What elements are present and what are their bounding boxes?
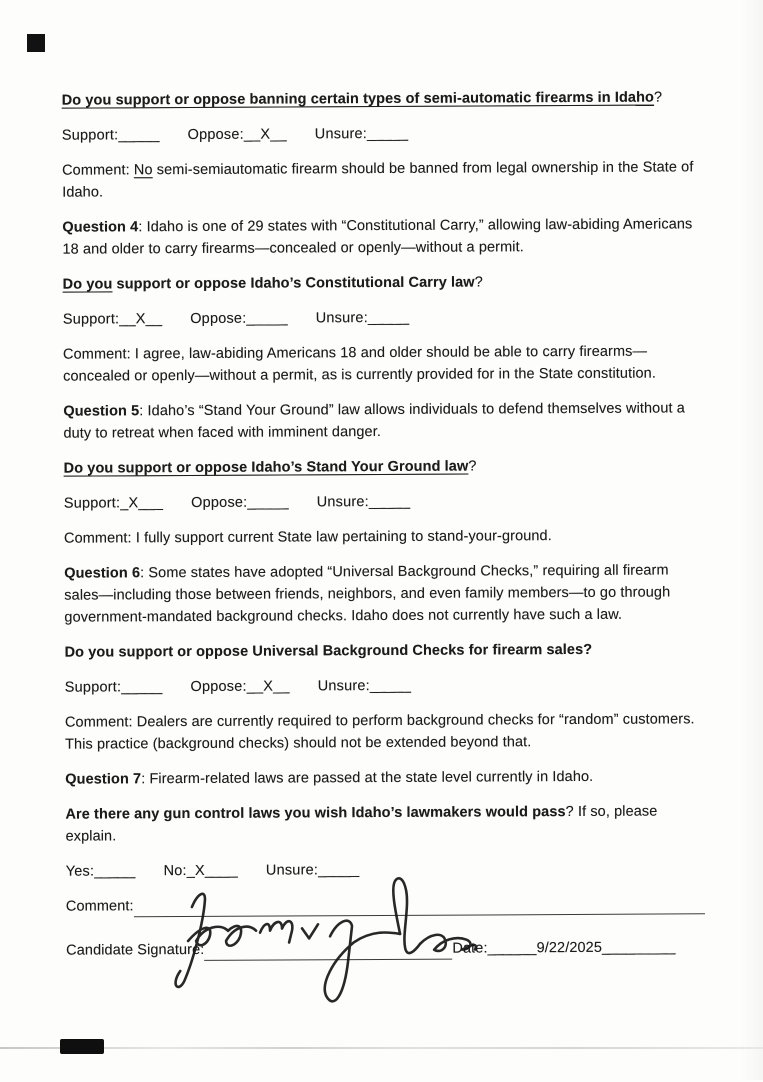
q4-question-heading [63,270,702,295]
q7-intro-text: : Firearm-related laws are passed at the state level currently in Idaho. [141,768,594,788]
q3-comment-prefix: Comment: [62,162,134,179]
q3-comment-text: semi-semiautomatic firearm should be banned from legal ownership in the State of Idaho. [62,159,694,201]
q5-comment-text: Comment: I fully support current State law pertaining to stand-your-ground. [63,528,552,547]
q6-oppose-blank: Oppose:__X__ [190,678,290,696]
q5-support-blank: Support:_X___ [63,495,164,512]
signature-row [66,936,705,961]
q4-heading-suffix: ? [474,274,483,291]
q6-heading-text: Do you support or oppose Universal Background Checks for firearm sales? [64,641,593,661]
signature-blank-line [204,942,452,961]
q4-intro [62,213,701,260]
q7-intro-label: Question 7 [65,771,142,788]
q4-heading-underlined: Do you [62,276,113,293]
q7-yes-blank: Yes:_____ [65,863,136,880]
q7-answer-line [66,857,705,882]
q6-intro-label: Question 6 [64,565,141,582]
q7-unsure-blank: Unsure:_____ [265,862,360,879]
q3-question-heading [62,86,701,111]
q4-support-blank: Support:__X__ [62,311,163,328]
q6-intro [64,559,703,628]
date-value: 9/22/2025 [536,939,603,957]
q7-no-blank: No:_X____ [163,862,238,880]
scan-edge-line [0,1047,763,1049]
q4-heading-text: support or oppose Idaho’s Constitutional Carry law [112,274,475,293]
candidate-signature-label: Candidate Signature: [66,941,205,959]
q6-support-blank: Support:_____ [64,679,163,696]
q3-heading-suffix: ? [653,89,663,106]
q7-intro [65,765,704,790]
q6-unsure-blank: Unsure:_____ [317,677,412,695]
q4-comment [63,340,702,387]
q7-comment-row [66,892,705,917]
q3-answer-line [62,121,701,146]
q4-comment-text: Comment: I agree, law-abiding Americans 18 and older should be able to carry firearms— concealed or openly—without a permit, as is currently provided for in the State constitution. [62,343,657,385]
q4-intro-text: : Idaho is one of 29 states with “Constitutional Carry,” allowing law-abiding Americans 18 and older to carry firearms—concealed or openly—without a permit. [62,216,693,258]
date-blank-post: _________ [601,939,676,956]
q7-comment-label: Comment: [65,898,134,915]
q5-answer-line [64,489,703,514]
scan-shade-right-edge [741,0,763,1080]
q3-comment-underlined-word: No [133,162,153,179]
q3-comment [62,156,701,203]
q5-intro-label: Question 5 [63,403,140,420]
q3-heading-text: Do you support or oppose banning certain types of semi-automatic firearms in Idaho [61,89,655,109]
q5-oppose-blank: Oppose:_____ [191,494,289,511]
q6-answer-line [65,673,704,698]
q6-question-heading [65,638,704,663]
q7-heading-suffix: ? If so, please explain. [65,803,658,845]
date-label: Date: [452,940,488,957]
q5-intro [63,397,702,444]
q5-heading-text: Do you support or oppose Idaho’s Stand Your Ground law [63,458,469,477]
date-blank-pre: ______ [487,940,537,957]
q5-intro-text: : Idaho’s “Stand Your Ground” law allows individuals to defend themselves without a duty to retreat when faced with imminent danger. [63,400,685,442]
q7-comment-blank-line [134,896,705,917]
scan-mark-top-left [27,34,45,52]
q7-heading-text: Are there any gun control laws you wish Idaho’s lawmakers would pass [65,804,566,823]
q4-oppose-blank: Oppose:_____ [190,310,288,327]
q4-answer-line [63,305,702,330]
q4-unsure-blank: Unsure:_____ [315,309,410,327]
q3-support-blank: Support:_____ [61,127,160,144]
scan-mark-bottom-left [60,1039,104,1054]
q4-intro-label: Question 4 [62,219,139,236]
q6-comment [65,708,704,755]
q7-question-heading [65,800,704,847]
q5-unsure-blank: Unsure:_____ [316,493,411,511]
q6-intro-text: : Some states have adopted “Universal Background Checks,” requiring all firearm sales—including those between friends, neighbors, and even family members—to go through government-mandated background checks. Idaho does not currently have such a law. [64,562,671,626]
q6-comment-text: Comment: Dealers are currently required to perform background checks for “random” customers. This practice (background checks) should not be extended beyond that. [64,711,695,753]
q5-comment [64,524,703,549]
q3-oppose-blank: Oppose:__X__ [187,126,287,144]
q5-question-heading [64,454,703,479]
q3-unsure-blank: Unsure:_____ [314,125,409,143]
q5-heading-suffix: ? [468,458,477,475]
